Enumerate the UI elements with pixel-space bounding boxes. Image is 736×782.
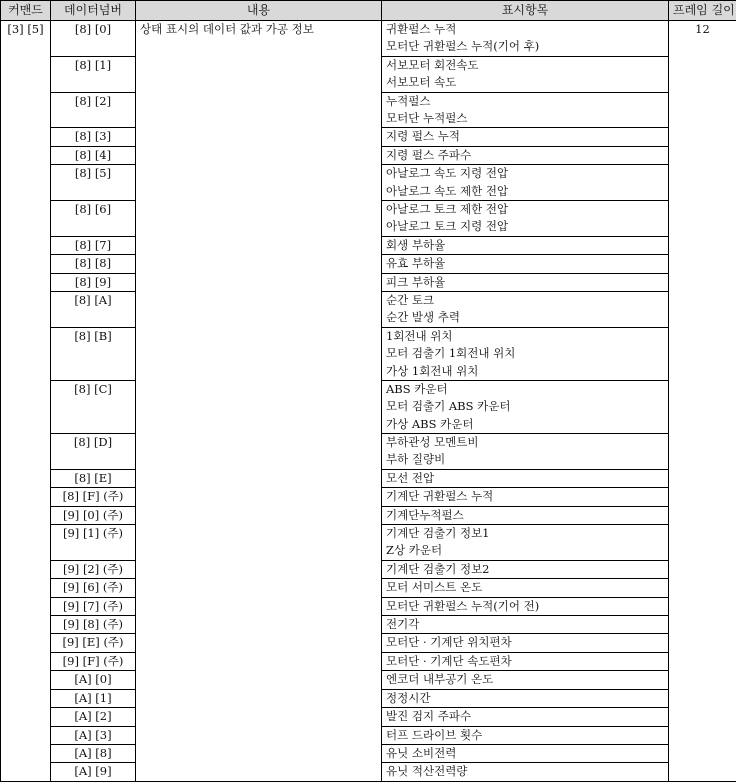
data-number-cell: [8] [6] bbox=[51, 200, 136, 236]
display-item-line: Z상 카운터 bbox=[386, 542, 664, 559]
display-item-line: 유효 부하율 bbox=[386, 255, 664, 272]
display-item-line: 모터 검출기 ABS 카운터 bbox=[386, 398, 664, 415]
data-number-cell: [9] [2] (주) bbox=[51, 560, 136, 578]
display-item-line: 서보모터 회전속도 bbox=[386, 57, 664, 74]
display-item-line: 귀환펄스 누적 bbox=[386, 21, 664, 38]
display-item-line: 엔코더 내부공기 온도 bbox=[386, 671, 664, 688]
header-frame-length: 프레임 길이 bbox=[669, 1, 736, 21]
display-item-line: 피크 부하율 bbox=[386, 274, 664, 291]
display-item-line: 기계단 귀환펄스 누적 bbox=[386, 488, 664, 505]
display-item-cell bbox=[382, 708, 669, 726]
display-item-line: 아날로그 토크 제한 전압 bbox=[386, 201, 664, 218]
data-number-cell: [A] [2] bbox=[51, 708, 136, 726]
display-item-line: 순간 발생 추력 bbox=[386, 309, 664, 326]
content-cell: 상태 표시의 데이터 값과 가공 정보 bbox=[136, 21, 382, 782]
data-number-cell: [8] [F] (주) bbox=[51, 488, 136, 506]
data-number-cell: [8] [0] bbox=[51, 21, 136, 57]
data-number-cell: [9] [F] (주) bbox=[51, 652, 136, 670]
display-item-cell bbox=[382, 579, 669, 597]
display-item-cell bbox=[382, 146, 669, 164]
display-item-line: 가상 1회전내 위치 bbox=[386, 363, 664, 380]
display-item-cell bbox=[382, 165, 669, 201]
data-number-cell: [A] [0] bbox=[51, 671, 136, 689]
display-item-cell bbox=[382, 92, 669, 128]
display-item-cell bbox=[382, 255, 669, 273]
data-number-cell: [A] [9] bbox=[51, 763, 136, 781]
display-item-line: 아날로그 속도 제한 전압 bbox=[386, 183, 664, 200]
display-item-line: 모터단 귀환펄스 누적(기어 전) bbox=[386, 598, 664, 615]
display-item-cell bbox=[382, 291, 669, 327]
data-number-cell: [8] [A] bbox=[51, 291, 136, 327]
display-item-line: 가상 ABS 카운터 bbox=[386, 416, 664, 433]
data-number-cell: [9] [7] (주) bbox=[51, 597, 136, 615]
data-number-cell: [9] [6] (주) bbox=[51, 579, 136, 597]
display-item-line: 서보모터 속도 bbox=[386, 74, 664, 91]
frame-length-cell: 12 bbox=[669, 21, 736, 782]
display-item-line: 모터 검출기 1회전내 위치 bbox=[386, 345, 664, 362]
data-number-cell: [A] [8] bbox=[51, 744, 136, 762]
display-item-cell bbox=[382, 634, 669, 652]
display-item-line: 터프 드라이브 횟수 bbox=[386, 727, 664, 744]
data-number-cell: [8] [9] bbox=[51, 273, 136, 291]
data-number-cell: [8] [E] bbox=[51, 469, 136, 487]
data-number-cell: [8] [D] bbox=[51, 434, 136, 470]
data-number-cell: [8] [5] bbox=[51, 165, 136, 201]
display-item-cell bbox=[382, 469, 669, 487]
display-item-cell bbox=[382, 506, 669, 524]
display-item-line: 지령 펄스 주파수 bbox=[386, 147, 664, 164]
display-item-line: 기계단 검출기 정보2 bbox=[386, 561, 664, 578]
header-content: 내용 bbox=[136, 1, 382, 21]
display-item-line: 정정시간 bbox=[386, 690, 664, 707]
display-item-line: 모터 서미스트 온도 bbox=[386, 579, 664, 596]
data-number-cell: [9] [8] (주) bbox=[51, 616, 136, 634]
display-item-line: 부하 질량비 bbox=[386, 451, 664, 468]
display-item-cell bbox=[382, 21, 669, 57]
data-number-cell: [8] [7] bbox=[51, 236, 136, 254]
display-item-line: 모터단 누적펄스 bbox=[386, 110, 664, 127]
data-number-cell: [8] [1] bbox=[51, 56, 136, 92]
data-number-cell: [9] [1] (주) bbox=[51, 525, 136, 561]
display-item-line: 순간 토크 bbox=[386, 292, 664, 309]
display-item-line: 모터단 · 기계단 속도편차 bbox=[386, 653, 664, 670]
header-row bbox=[1, 1, 736, 21]
display-item-cell bbox=[382, 273, 669, 291]
display-item-line: 아날로그 토크 지령 전압 bbox=[386, 218, 664, 235]
display-item-cell bbox=[382, 56, 669, 92]
display-item-line: 1회전내 위치 bbox=[386, 328, 664, 345]
display-item-line: 누적펄스 bbox=[386, 93, 664, 110]
display-item-line: 기계단누적펄스 bbox=[386, 507, 664, 524]
display-item-cell bbox=[382, 128, 669, 146]
data-number-cell: [8] [3] bbox=[51, 128, 136, 146]
data-number-cell: [8] [8] bbox=[51, 255, 136, 273]
command-cell: [3] [5] bbox=[1, 21, 51, 782]
display-item-cell bbox=[382, 652, 669, 670]
display-item-line: 회생 부하율 bbox=[386, 237, 664, 254]
display-item-line: 기계단 검출기 정보1 bbox=[386, 525, 664, 542]
data-number-cell: [8] [2] bbox=[51, 92, 136, 128]
display-item-cell bbox=[382, 327, 669, 380]
display-item-cell bbox=[382, 744, 669, 762]
display-item-cell bbox=[382, 434, 669, 470]
header-data-number: 데이터넘버 bbox=[51, 1, 136, 21]
header-command: 커맨드 bbox=[1, 1, 51, 21]
display-item-cell bbox=[382, 488, 669, 506]
display-item-cell bbox=[382, 726, 669, 744]
header-display-item: 표시항목 bbox=[382, 1, 669, 21]
display-item-line: 전기각 bbox=[386, 616, 664, 633]
display-item-line: 유닛 소비전력 bbox=[386, 745, 664, 762]
display-item-cell bbox=[382, 380, 669, 433]
display-item-cell bbox=[382, 560, 669, 578]
data-number-cell: [8] [B] bbox=[51, 327, 136, 380]
display-item-line: 지령 펄스 누적 bbox=[386, 128, 664, 145]
display-item-line: 발진 검지 주파수 bbox=[386, 708, 664, 725]
display-item-line: 부하관성 모멘트비 bbox=[386, 434, 664, 451]
data-number-cell: [9] [E] (주) bbox=[51, 634, 136, 652]
display-item-line: 모터단 귀환펄스 누적(기어 후) bbox=[386, 38, 664, 55]
table-row bbox=[1, 21, 736, 57]
display-item-cell bbox=[382, 671, 669, 689]
display-item-line: ABS 카운터 bbox=[386, 381, 664, 398]
data-number-cell: [9] [0] (주) bbox=[51, 506, 136, 524]
display-item-line: 모선 전압 bbox=[386, 470, 664, 487]
data-number-cell: [8] [4] bbox=[51, 146, 136, 164]
display-item-cell bbox=[382, 689, 669, 707]
display-item-line: 모터단 · 기계단 위치편차 bbox=[386, 634, 664, 651]
display-item-cell bbox=[382, 525, 669, 561]
display-item-line: 유닛 적산전력량 bbox=[386, 763, 664, 780]
display-item-cell bbox=[382, 200, 669, 236]
display-item-line: 아날로그 속도 지령 전압 bbox=[386, 165, 664, 182]
display-item-cell bbox=[382, 597, 669, 615]
data-number-cell: [A] [1] bbox=[51, 689, 136, 707]
display-item-cell bbox=[382, 616, 669, 634]
display-item-cell bbox=[382, 236, 669, 254]
data-number-cell: [A] [3] bbox=[51, 726, 136, 744]
display-item-cell bbox=[382, 763, 669, 781]
data-number-cell: [8] [C] bbox=[51, 380, 136, 433]
